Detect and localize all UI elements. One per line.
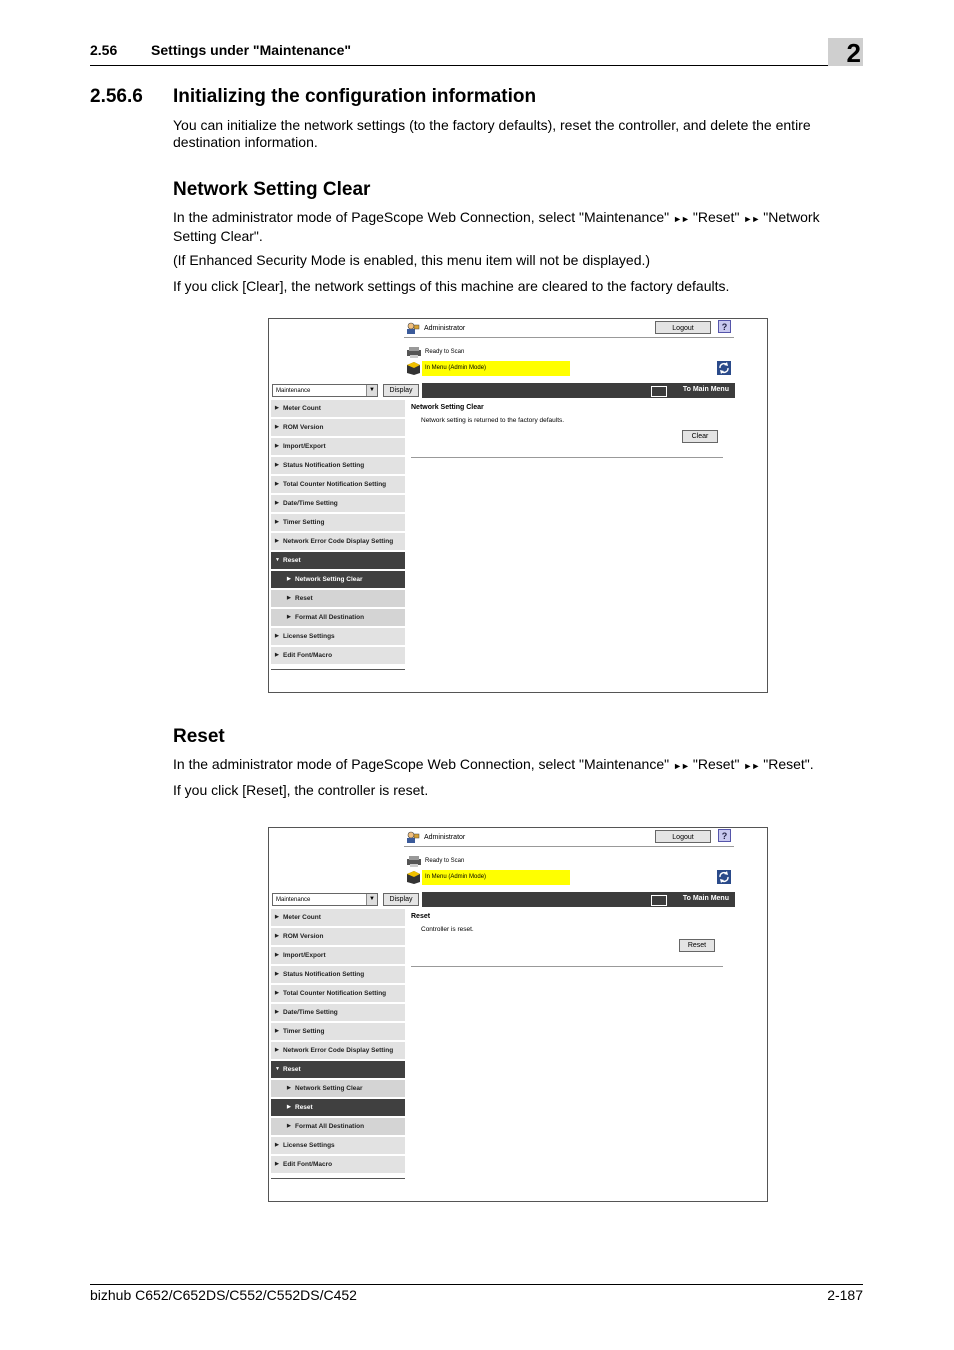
content-rule — [411, 457, 723, 458]
network-clear-heading: Network Setting Clear — [173, 179, 371, 200]
triangle-right-icon: ▶ — [287, 1123, 291, 1129]
to-main-menu-link[interactable]: To Main Menu — [682, 895, 729, 902]
sidebar-item-label: Network Error Code Display Setting — [283, 538, 394, 545]
sidebar-item-edit-font-macro[interactable] — [271, 647, 405, 664]
logout-button[interactable]: Logout — [655, 830, 711, 843]
instruction-part: "Reset". — [763, 756, 814, 772]
menu-bar — [422, 892, 735, 907]
sidebar-item-label: Date/Time Setting — [283, 1009, 338, 1016]
sidebar-item-reset[interactable] — [271, 1061, 405, 1078]
section-heading — [90, 86, 536, 108]
sidebar-item-label: License Settings — [283, 633, 335, 640]
network-clear-instructions — [173, 209, 863, 245]
sidebar-item-label: Total Counter Notification Setting — [283, 990, 387, 997]
sidebar-item-label: License Settings — [283, 1142, 335, 1149]
sidebar-item-rom-version[interactable] — [271, 928, 405, 945]
sidebar-item-label: Timer Setting — [283, 1028, 325, 1035]
sidebar-nav — [271, 400, 405, 666]
admin-rule — [404, 846, 734, 847]
sidebar-item-date-time[interactable] — [271, 495, 405, 512]
sidebar-item-label: Import/Export — [283, 443, 326, 450]
sidebar-nav — [271, 909, 405, 1175]
sidebar-item-label: Reset — [283, 557, 301, 564]
sidebar-item-label: Reset — [295, 595, 313, 602]
reset-instructions — [173, 756, 863, 775]
header-section-ref: 2.56 — [90, 42, 118, 58]
triangle-right-icon: ▶ — [275, 990, 279, 996]
sidebar-bottom-rule — [271, 1178, 405, 1179]
menu-bar — [422, 383, 735, 398]
sidebar-item-label: Network Error Code Display Setting — [283, 1047, 394, 1054]
footer-page-number: 2-187 — [827, 1287, 863, 1303]
sidebar-item-total-counter[interactable] — [271, 476, 405, 493]
sidebar-item-license-settings[interactable] — [271, 1137, 405, 1154]
triangle-right-icon: ▶ — [287, 576, 291, 582]
sidebar-item-meter-count[interactable] — [271, 400, 405, 417]
arrow-icon: ►► — [743, 761, 760, 771]
footer-rule — [90, 1284, 863, 1285]
printer-icon — [406, 347, 422, 358]
triangle-right-icon: ▶ — [275, 519, 279, 525]
sidebar-item-label: ROM Version — [283, 933, 324, 940]
administrator-label: Administrator — [424, 834, 466, 841]
triangle-right-icon: ▶ — [275, 481, 279, 487]
instruction-part: In the administrator mode of PageScope Web Connection, select "Maintenance" — [173, 756, 670, 772]
sidebar-item-label: Timer Setting — [283, 519, 325, 526]
triangle-right-icon: ▶ — [275, 914, 279, 920]
triangle-right-icon: ▶ — [275, 500, 279, 506]
sidebar-item-label: Reset — [283, 1066, 301, 1073]
menu-select-value: Maintenance — [276, 897, 311, 903]
content-description: Controller is reset. — [421, 926, 474, 933]
sidebar-item-label: Total Counter Notification Setting — [283, 481, 387, 488]
reset-button[interactable]: Reset — [679, 939, 715, 952]
triangle-right-icon: ▶ — [275, 405, 279, 411]
triangle-right-icon: ▶ — [275, 538, 279, 544]
chevron-down-icon[interactable]: ▼ — [366, 385, 377, 396]
reset-heading: Reset — [173, 726, 225, 747]
triangle-right-icon: ▶ — [275, 971, 279, 977]
triangle-right-icon: ▶ — [275, 1161, 279, 1167]
sidebar-item-label: Meter Count — [283, 405, 321, 412]
admin-rule — [404, 337, 734, 338]
sidebar-item-reset[interactable] — [271, 552, 405, 569]
arrow-icon: ►► — [673, 761, 689, 771]
arrow-icon: ►► — [673, 214, 689, 224]
status-text: Ready to Scan — [425, 858, 465, 864]
administrator-label: Administrator — [424, 325, 466, 332]
network-clear-note: (If Enhanced Security Mode is enabled, this menu item will not be displayed.) — [173, 252, 651, 268]
sidebar-item-network-error-code[interactable] — [271, 533, 405, 550]
sidebar-item-label: Format All Destination — [295, 614, 365, 621]
sidebar-bottom-rule — [271, 669, 405, 670]
main-menu-icon[interactable] — [651, 895, 667, 906]
triangle-right-icon: ▶ — [287, 614, 291, 620]
sidebar-item-timer-setting[interactable] — [271, 514, 405, 531]
sidebar-item-status-notification[interactable] — [271, 457, 405, 474]
network-clear-description: If you click [Clear], the network settings of this machine are cleared to the factory defaults. — [173, 278, 730, 294]
administrator-icon — [406, 831, 420, 843]
refresh-icon[interactable] — [717, 870, 731, 884]
instruction-part: "Reset" — [692, 756, 740, 772]
box-icon — [406, 870, 421, 885]
sidebar-item-meter-count[interactable] — [271, 909, 405, 926]
triangle-right-icon: ▶ — [275, 1142, 279, 1148]
sidebar-item-label: Format All Destination — [295, 1123, 365, 1130]
triangle-right-icon: ▶ — [287, 595, 291, 601]
menu-mode-banner: In Menu (Admin Mode) — [422, 361, 570, 376]
sidebar-subitem-format-all-destination[interactable] — [271, 1118, 405, 1135]
display-button[interactable]: Display — [383, 384, 419, 397]
arrow-icon: ►► — [743, 214, 760, 224]
sidebar-item-rom-version[interactable] — [271, 419, 405, 436]
triangle-down-icon: ▼ — [275, 1066, 280, 1072]
content-title: Network Setting Clear — [411, 404, 484, 411]
sidebar-item-import-export[interactable] — [271, 947, 405, 964]
footer-model: bizhub C652/C652DS/C552/C552DS/C452 — [90, 1287, 357, 1303]
sidebar-item-total-counter[interactable] — [271, 985, 405, 1002]
triangle-right-icon: ▶ — [275, 633, 279, 639]
sidebar-item-license-settings[interactable] — [271, 628, 405, 645]
menu-select[interactable] — [272, 384, 378, 397]
triangle-right-icon: ▶ — [275, 652, 279, 658]
sidebar-item-label: Import/Export — [283, 952, 326, 959]
triangle-right-icon: ▶ — [287, 1104, 291, 1110]
display-button[interactable]: Display — [383, 893, 419, 906]
content-title: Reset — [411, 913, 431, 920]
triangle-right-icon: ▶ — [287, 1085, 291, 1091]
sidebar-item-status-notification[interactable] — [271, 966, 405, 983]
triangle-right-icon: ▶ — [275, 462, 279, 468]
refresh-icon[interactable] — [717, 361, 731, 375]
triangle-right-icon: ▶ — [275, 952, 279, 958]
printer-icon — [406, 856, 422, 867]
sidebar-subitem-reset[interactable] — [271, 590, 405, 607]
help-icon[interactable]: ? — [718, 829, 731, 842]
sidebar-item-label: Meter Count — [283, 914, 321, 921]
triangle-right-icon: ▶ — [275, 933, 279, 939]
sidebar-item-network-error-code[interactable] — [271, 1042, 405, 1059]
sidebar-subitem-format-all-destination[interactable] — [271, 609, 405, 626]
triangle-down-icon: ▼ — [275, 557, 280, 563]
section-intro: You can initialize the network settings (to the factory defaults), reset the controller, and delete the entire destination information. — [173, 117, 811, 150]
instruction-part: In the administrator mode of PageScope Web Connection, select "Maintenance" — [173, 209, 670, 225]
to-main-menu-link[interactable]: To Main Menu — [682, 386, 729, 393]
menu-select[interactable] — [272, 893, 378, 906]
triangle-right-icon: ▶ — [275, 1028, 279, 1034]
sidebar-item-date-time[interactable] — [271, 1004, 405, 1021]
box-icon — [406, 361, 421, 376]
help-icon[interactable]: ? — [718, 320, 731, 333]
sidebar-subitem-reset[interactable] — [271, 1099, 405, 1116]
sidebar-item-label: Edit Font/Macro — [283, 652, 333, 659]
sidebar-item-import-export[interactable] — [271, 438, 405, 455]
sidebar-item-label: Status Notification Setting — [283, 971, 365, 978]
triangle-right-icon: ▶ — [275, 443, 279, 449]
sidebar-subitem-network-setting-clear[interactable] — [271, 1080, 405, 1097]
sidebar-item-label: Edit Font/Macro — [283, 1161, 333, 1168]
logout-button[interactable]: Logout — [655, 321, 711, 334]
instruction-part: "Network Setting Clear". — [173, 209, 820, 244]
header-rule — [90, 65, 863, 66]
menu-mode-banner: In Menu (Admin Mode) — [422, 870, 570, 885]
section-title: Initializing the configuration information — [173, 86, 537, 107]
sidebar-item-label: Network Setting Clear — [295, 1085, 363, 1092]
instruction-part: "Reset" — [692, 209, 740, 225]
sidebar-item-label: Reset — [295, 1104, 313, 1111]
administrator-icon — [406, 322, 420, 334]
chapter-number: 2 — [828, 38, 863, 66]
chevron-down-icon[interactable]: ▼ — [366, 894, 377, 905]
screenshot-network-setting-clear — [268, 318, 768, 693]
sidebar-subitem-network-setting-clear[interactable] — [271, 571, 405, 588]
triangle-right-icon: ▶ — [275, 1047, 279, 1053]
status-text: Ready to Scan — [425, 349, 465, 355]
header-section-title: Settings under "Maintenance" — [151, 42, 352, 58]
sidebar-item-timer-setting[interactable] — [271, 1023, 405, 1040]
sidebar-item-label: Status Notification Setting — [283, 462, 365, 469]
sidebar-item-edit-font-macro[interactable] — [271, 1156, 405, 1173]
content-rule — [411, 966, 723, 967]
reset-description: If you click [Reset], the controller is reset. — [173, 782, 429, 798]
sidebar-item-label: Date/Time Setting — [283, 500, 338, 507]
menu-select-value: Maintenance — [276, 388, 311, 394]
content-description: Network setting is returned to the factory defaults. — [421, 417, 565, 424]
triangle-right-icon: ▶ — [275, 1009, 279, 1015]
main-menu-icon[interactable] — [651, 386, 667, 397]
sidebar-item-label: Network Setting Clear — [295, 576, 363, 583]
clear-button[interactable]: Clear — [682, 430, 718, 443]
triangle-right-icon: ▶ — [275, 424, 279, 430]
sidebar-item-label: ROM Version — [283, 424, 324, 431]
screenshot-reset — [268, 827, 768, 1202]
section-number: 2.56.6 — [90, 86, 143, 107]
running-header — [90, 42, 351, 58]
